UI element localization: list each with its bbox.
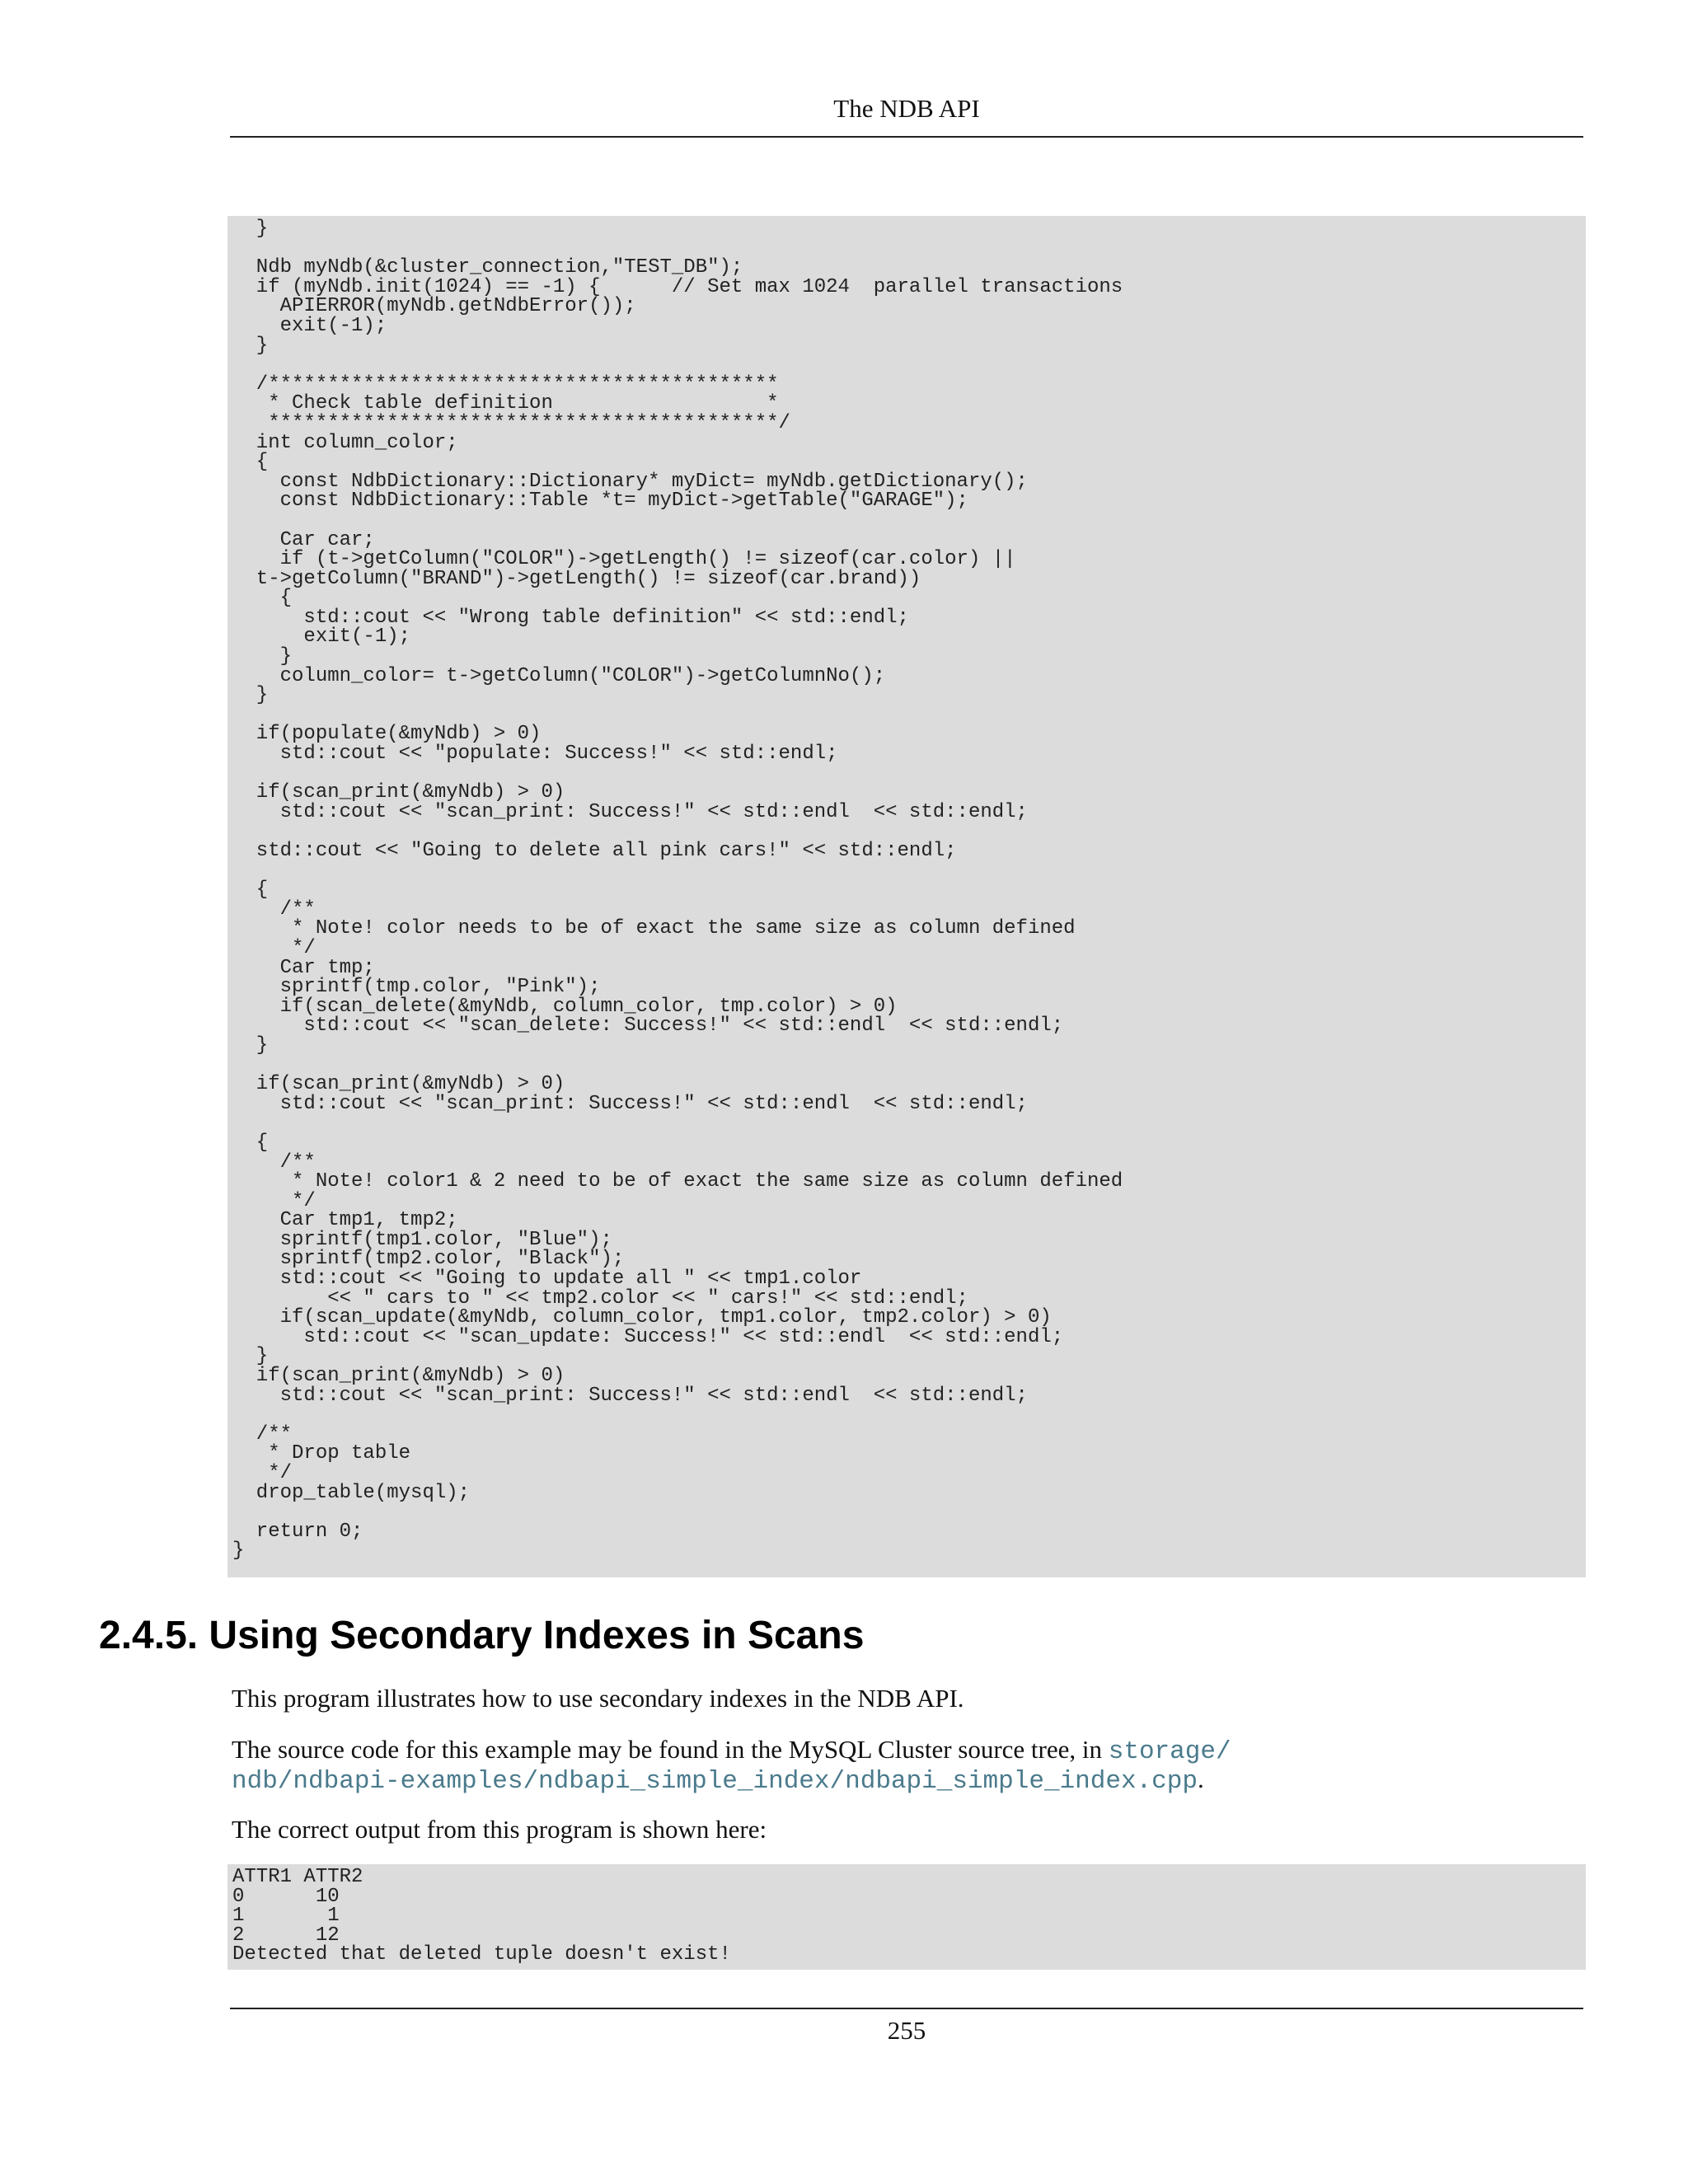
running-header: The NDB API [833,94,980,123]
code-listing: } Ndb myNdb(&cluster_connection,"TEST_DB"); if (myNdb.init(1024) == -1) { // Set max 1024 parallel transactions APIERROR(myNdb.getNdbError()); exit(-1); } /******************************************* * Check table definition * *******************************************/ int column_color; { const NdbDictionary::Dictionary* myDict= myNdb.getDictionary(); const NdbDictionary::Table *t= myDict->getTable("GARAGE"); Car car; if (t->getColumn("COLOR")->getLength() != sizeof(car.color) || t->getColumn("BRAND")->getLength() != sizeof(car.brand)) { std::cout << "Wrong table definition" << std::endl; exit(-1); } column_color= t->getColumn("COLOR")->getColumnNo(); } if(populate(&myNdb) > 0) std::cout << "populate: Success!" << std::endl; if(scan_print(&myNdb) > 0) std::cout << "scan_print: Success!" << std::endl << std::endl; std::cout << "Going to delete all pink cars!" << std::endl; { /** * Note! color needs to be of exact the same size as column defined */ Car tmp; sprintf(tmp.color, "Pink"); if(scan_delete(&myNdb, column_color, tmp.color) > 0) std::cout << "scan_delete: Success!" << std::endl << std::endl; } if(scan_print(&myNdb) > 0) std::cout << "scan_print: Success!" << std::endl << std::endl; { /** * Note! color1 & 2 need to be of exact the same size as column defined */ Car tmp1, tmp2; sprintf(tmp1.color, "Blue"); sprintf(tmp2.color, "Black"); std::cout << "Going to update all " << tmp1.color << " cars to " << tmp2.color << " cars!" << std::endl; if(scan_update(&myNdb, column_color, tmp1.color, tmp2.color) > 0) std::cout << "scan_update: Success!" << std::endl << std::endl; } if(scan_print(&myNdb) > 0) std::cout << "scan_print: Success!" << std::endl << std::endl; /** * Drop table */ drop_table(mysql); return 0; } [227,216,1586,1577]
program-output: ATTR1 ATTR2 0 10 1 1 2 12 Detected that deleted tuple doesn't exist! [227,1864,1586,1970]
header-rule [230,136,1583,138]
source-path-part-2: ndb/ndbapi-examples/ndbapi_simple_index/ndbapi_simple_index.cpp [232,1767,1198,1796]
page-number: 255 [887,2016,926,2045]
section-heading: 2.4.5. Using Secondary Indexes in Scans [99,1614,865,1657]
output-intro-paragraph: The correct output from this program is shown here: [232,1815,767,1844]
source-suffix: . [1198,1765,1204,1793]
source-paragraph [232,1736,1583,1795]
footer-rule [230,2008,1583,2009]
intro-paragraph: This program illustrates how to use secondary indexes in the NDB API. [232,1684,964,1713]
source-path-part-1: storage/ [1108,1737,1231,1766]
source-text: The source code for this example may be found in the MySQL Cluster source tree, in [232,1735,1109,1764]
